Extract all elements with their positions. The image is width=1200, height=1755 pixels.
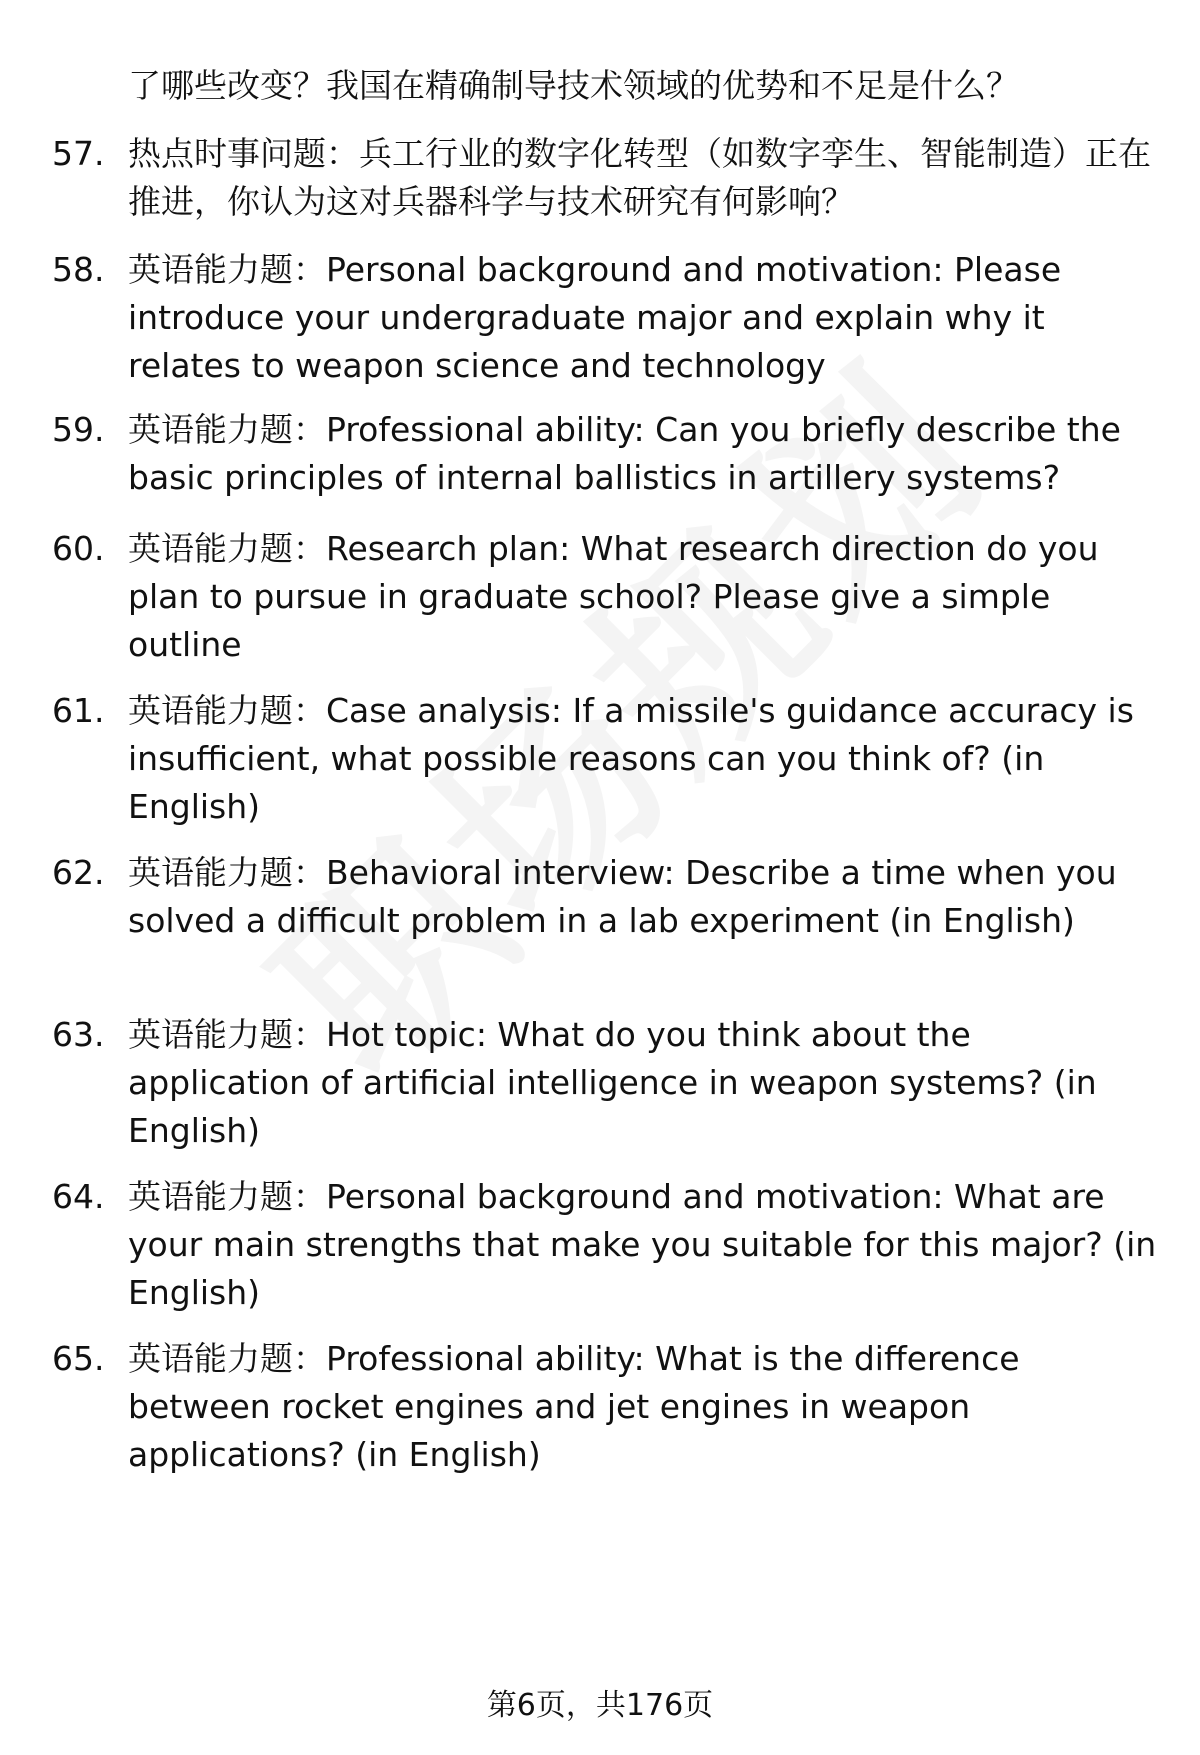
question-text: 英语能力题：Case analysis: If a missile's guidance accuracy is insufficient, what possible reasons can you think of? (in English) <box>128 691 1134 826</box>
question-item <box>52 1173 1162 1317</box>
question-text: 英语能力题：Hot topic: What do you think about the application of artificial intelligence in weapon systems? (in English) <box>128 1015 1097 1150</box>
question-number: 60. <box>52 529 105 568</box>
question-number: 62. <box>52 853 105 892</box>
question-text: 英语能力题：Personal background and motivation: What are your main strengths that make you suitable for this major? (in English) <box>128 1177 1157 1312</box>
question-number: 63. <box>52 1015 105 1054</box>
question-item <box>52 246 1162 390</box>
question-text: 英语能力题：Behavioral interview: Describe a time when you solved a difficult problem in a lab experiment (in English) <box>128 853 1117 940</box>
question-item <box>52 130 1162 226</box>
question-item <box>52 525 1162 669</box>
page-footer: 第6页，共176页 <box>486 1688 714 1723</box>
question-number: 59. <box>52 410 105 449</box>
question-item <box>52 1335 1162 1479</box>
question-text: 英语能力题：Research plan: What research direction do you plan to pursue in graduate school? Please give a simple outline <box>128 529 1099 664</box>
question-number: 57. <box>52 134 105 173</box>
carry-over-text: 了哪些改变？我国在精确制导技术领域的优势和不足是什么？ <box>128 66 1019 105</box>
question-number: 64. <box>52 1177 105 1216</box>
question-number: 58. <box>52 250 105 289</box>
question-text: 英语能力题：Professional ability: What is the difference between rocket engines and jet engines in weapon applications? (in English) <box>128 1339 1020 1474</box>
question-item <box>52 849 1162 945</box>
question-text: 热点时事问题：兵工行业的数字化转型（如数字孪生、智能制造）正在推进，你认为这对兵器科学与技术研究有何影响？ <box>128 134 1151 221</box>
question-number: 65. <box>52 1339 105 1378</box>
question-item <box>52 1011 1162 1155</box>
question-text: 英语能力题：Professional ability: Can you briefly describe the basic principles of internal ballistics in artillery systems? <box>128 410 1121 497</box>
question-item <box>52 406 1162 502</box>
question-number: 61. <box>52 691 105 730</box>
question-item <box>52 687 1162 831</box>
question-text: 英语能力题：Personal background and motivation: Please introduce your undergraduate major and explain why it relates to weapon science and technology <box>128 250 1062 385</box>
